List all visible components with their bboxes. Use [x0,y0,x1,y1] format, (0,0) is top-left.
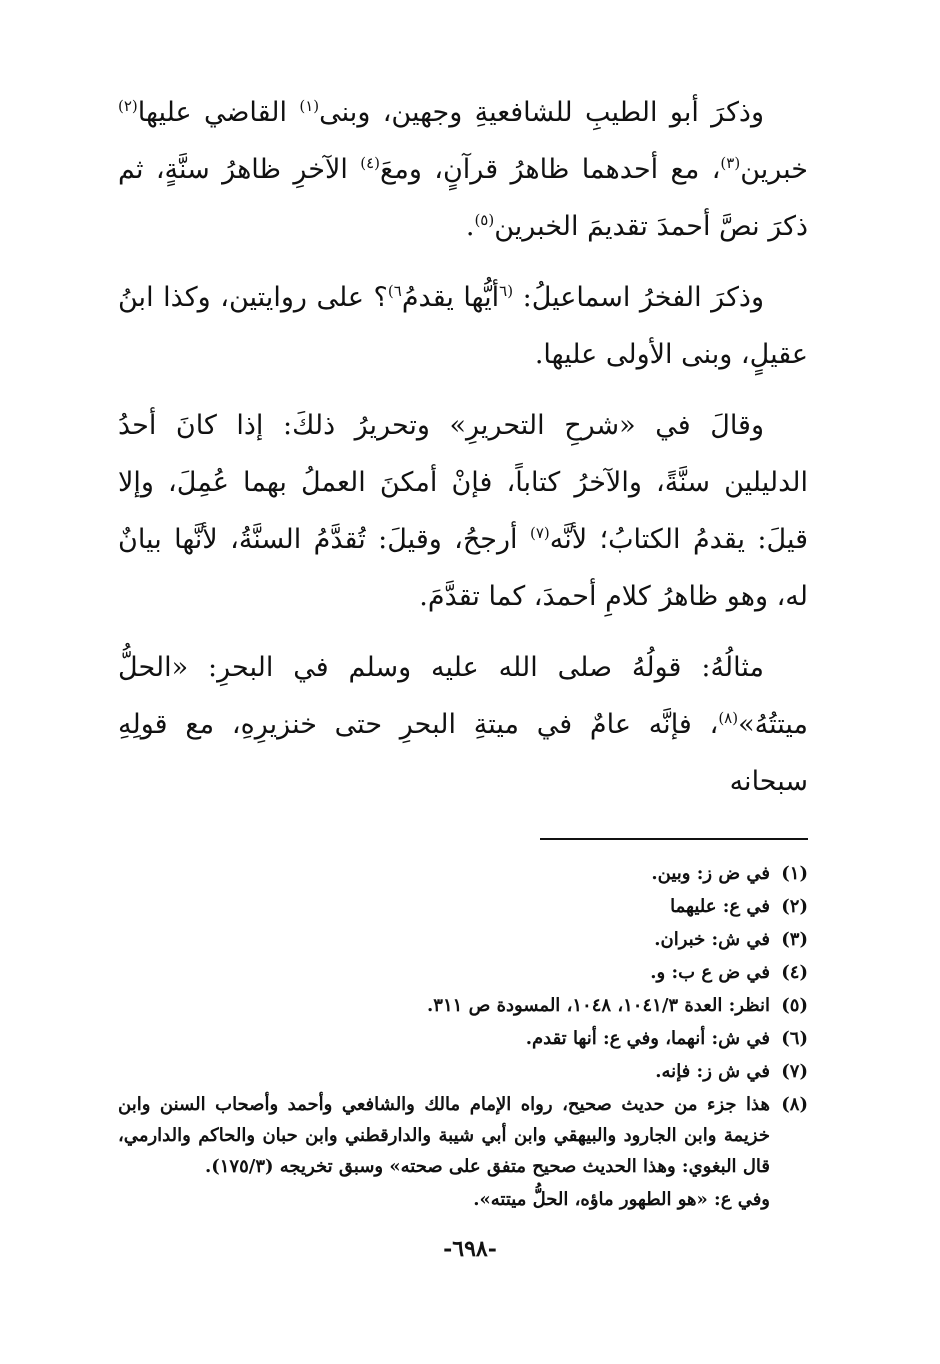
text-run: وذكرَ الفخرُ اسماعيلُ: [513,282,764,313]
footnotes [118,858,808,1215]
footnote-number: (٥) [781,995,808,1016]
footnote-marker: (٧) [529,524,550,542]
footnote-number: (٢) [781,896,808,917]
footnote-separator [540,838,808,840]
text-run: وقالَ في «شرحِ التحريرِ» وتحريرُ ذلكَ: إذا كانَ أحدُ الدليلين سنَّةً، والآخرُ كتاباً، فإنْ أمكنَ العملُ بهما عُمِلَ، وإلا قيلَ: يقدمُ الكتابُ؛ لأنَّه [118,410,809,555]
footnote-marker: (٥) [474,211,495,229]
text-run: . [465,211,475,242]
text-run: ، فإنَّه عامٌ في ميتةِ البحرِ حتى خنزيرِهِ، مع قولِهِ سبحانه [118,709,808,797]
page-number: -٦٩٨- [443,1236,497,1262]
footnote-number: (٤) [781,962,808,983]
paragraph-3 [118,397,808,625]
text-run: ، مع أحدهما ظاهرُ قرآنٍ، ومعَ [380,154,721,185]
text-run: ؟ على روايتين، وكذا ابنُ عقيلٍ، وبنى الأولى عليها. [118,282,808,370]
paragraph-2 [118,269,808,383]
text-run: وذكرَ أبو الطيبِ للشافعيةِ وجهين، وبنى [319,97,764,128]
footnote-marker: (٣) [720,154,741,172]
footnote-number: (٧) [781,1061,808,1082]
paragraph-4 [118,639,808,810]
footnote-8 [118,1089,808,1182]
text-run: خبرين [740,154,808,185]
text-run: أرجحُ، وقيلَ: تُقدَّمُ السنَّةُ، لأنَّها بيانٌ له، وهو ظاهرُ كلامِ أحمدَ، كما تقدَّمَ. [118,524,808,612]
footnote-marker: (٦ [499,282,514,300]
footnote-text: في ش: أنهما، وفي ع: أنها تقدم. [525,1028,770,1049]
footnote-text: هذا جزء من حديث صحيح، رواه الإمام مالك والشافعي وأحمد وأصحاب السنن وابن خزيمة وابن الجارود والبيهقي وابن أبي شيبة والدارقطني وابن حبان والحاكم والدارمي، قال البغوي: وهذا الحديث صحيح متفق على صحته» وسبق تخريجه (١٧٥/٣). [118,1094,770,1177]
footnote-3 [118,924,808,955]
footnote-marker: (٨) [718,709,739,727]
footnote-marker: ٦) [387,282,402,300]
footnote-4 [118,957,808,988]
main-text [118,84,808,810]
footnote-2 [118,891,808,922]
footnote-number: (٨) [781,1094,808,1115]
footnote-text: في ض ز: وبين. [651,863,770,884]
footnote-7 [118,1056,808,1087]
footnote-number: (٣) [781,929,808,950]
footnote-text: في ع: عليهما [670,896,770,917]
footnote-continuation: وفي ع: «هو الطهور ماؤه، الحلُّ ميتته». [473,1189,770,1210]
footnote-1 [118,858,808,889]
footnote-number: (٦) [781,1028,808,1049]
footnote-number: (١) [781,863,808,884]
text-run: مثالُهُ: قولُهُ صلى الله عليه وسلم في البحرِ: «الحلُّ ميتتُهُ» [118,652,808,740]
footnote-marker: (٢) [118,97,138,115]
text-run: الآخرِ ظاهرُ سنَّةٍ، ثم ذكرَ نصَّ أحمدَ تقديمَ الخبرين [118,154,808,242]
footnote-5 [118,990,808,1021]
footnote-marker: (١) [299,97,320,115]
text-run: أيُّها يقدمُ [401,282,500,313]
text-run: القاضي عليها [137,97,300,128]
footnote-text: في ش ز: فإنه. [655,1061,770,1082]
footnote-marker: (٤) [360,154,381,172]
footnote-6 [118,1023,808,1054]
footnote-text: في ش: خبران. [654,929,770,950]
footnote-text: في ض ع ب: و. [650,962,770,983]
footnote-text: انظر: العدة ١٠٤١/٣، ١٠٤٨، المسودة ص ٣١١. [427,995,770,1016]
page [118,84,808,1304]
paragraph-1 [118,84,808,255]
